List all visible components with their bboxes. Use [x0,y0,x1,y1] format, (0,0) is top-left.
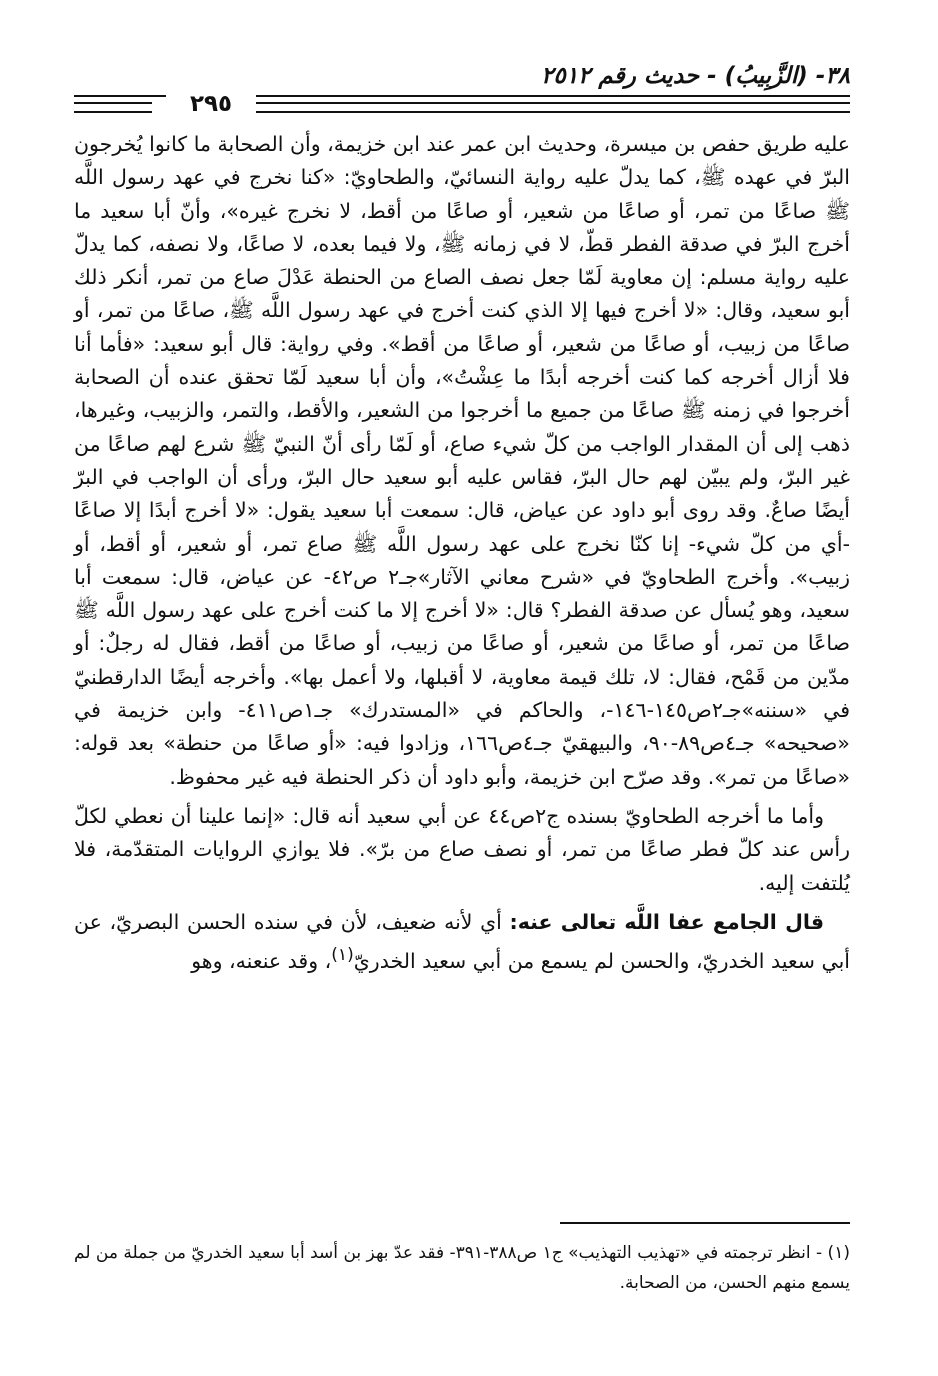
paragraph-3-lead: قال الجامع عفا اللَّه تعالى عنه: [509,909,824,934]
paragraph-3 [74,906,850,978]
footnote [74,1238,850,1298]
paragraph-3-text: أي لأنه ضعيف، لأن في سنده الحسن البصريّ، عن أبي سعيد الخدريّ، والحسن لم يسمع من أبي سعيد الخدريّ [74,909,850,973]
page-number: ٢٩٥ [166,90,256,118]
header-double-rule-left [74,102,152,113]
footnote-separator [560,1222,850,1224]
paragraph-3-tail: ، وقد عنعنه، وهو [191,948,332,973]
header-double-rule-right [238,102,850,113]
paragraph-1: عليه طريق حفص بن ميسرة، وحديث ابن عمر عند ابن خزيمة، وأن الصحابة ما كانوا يُخرجون البرّ في عهده ﷺ، كما يدلّ عليه رواية النسائيّ، والطحاويّ: «كنا نخرج في عهد رسول اللَّه ﷺ صاعًا من تمر، أو صاعًا من شعير، أو صاعًا من أقط، لا نخرج غيره»، وأنّ أبا سعيد ما أخرج البرّ في صدقة الفطر قطّ، لا في زمانه ﷺ، ولا فيما بعده، لا صاعًا، ولا نصفه، كما يدلّ عليه رواية مسلم: إن معاوية لَمّا جعل نصف الصاع من الحنطة عَدْلَ صاع من تمر، أنكر ذلك أبو سعيد، وقال: «لا أخرج فيها إلا الذي كنت أخرج في عهد رسول اللَّه ﷺ، صاعًا من تمر، أو صاعًا من زبيب، أو صاعًا من شعير، أو صاعًا من أقط». وفي رواية: قال أبو سعيد: «فأما أنا فلا أزال أخرجه كما كنت أخرجه أبدًا ما عِشْتُ»، وأن أبا سعيد لَمّا تحقق عنده أن الصحابة أخرجوا في زمنه ﷺ صاعًا من جميع ما أخرجوا من الشعير، والأقط، والتمر، والزبيب، وغيرها، ذهب إلى أن المقدار الواجب من كلّ شيء صاع، أو لَمّا رأى أنّ النبيّ ﷺ شرع لهم صاعًا من غير البرّ، ولم يبيّن لهم حال البرّ، فقاس عليه أبو سعيد حال البرّ، ورأى أن الواجب في البرّ أيضًا صاعٌ. وقد روى أبو داود عن عياض، قال: سمعت أبا سعيد يقول: «لا أخرج أبدًا إلا صاعًا -أي من كلّ شيء- إنا كنّا نخرج على عهد رسول اللَّه ﷺ صاع تمر، أو شعير، أو أقط، أو زبيب». وأخرج الطحاويّ في «شرح معاني الآثار»جـ٢ ص٤٢- عن عياض، قال: سمعت أبا سعيد، وهو يُسأل عن صدقة الفطر؟ قال: «لا أخرج إلا ما كنت أخرج على عهد رسول اللَّه ﷺ صاعًا من تمر، أو صاعًا من شعير، أو صاعًا من زبيب، أو صاعًا من أقط، فقال له رجلٌ: أو مدّين من قَمْح، فقال: لا، تلك قيمة معاوية، لا أقبلها، ولا أعمل بها». وأخرجه أيضًا الدارقطنيّ في «سننه»جـ٢ص١٤٥-١٤٦-، والحاكم في «المستدرك» جـ١ص٤١١- وابن خزيمة في «صحيحه» جـ٤ص٨٩-٩٠، والبيهقيّ جـ٤ص١٦٦، وزادوا فيه: «أو صاعًا من حنطة» بعد قوله: «صاعًا من تمر». وقد صرّح ابن خزيمة، وأبو داود أن ذكر الحنطة فيه غير محفوظ. [74,132,850,789]
paragraph-2: وأما ما أخرجه الطحاويّ بسنده ج٢ص٤٤ عن أبي سعيد أنه قال: «إنما علينا أن نعطي لكلّ رأس عند كلّ فطر صاعًا من تمر، أو نصف صاع من برّ». فلا يوازي الروايات المتقدّمة، فلا يُلتفت إليه. [74,803,850,895]
footnote-reference: (١) [331,945,354,966]
body-text [74,128,850,978]
running-title: ٣٨- (الزَّبِيبُ) - حديث رقم ٢٥١٢ [541,63,850,89]
page-header [74,62,850,117]
footnote-text: (١) - انظر ترجمته في «تهذيب التهذيب» ج١ ص٣٨٨-٣٩١- فقد عدّ بهز بن أسد أبا سعيد الخدريّ من جملة من لم يسمع منهم الحسن، من الصحابة. [74,1243,850,1293]
